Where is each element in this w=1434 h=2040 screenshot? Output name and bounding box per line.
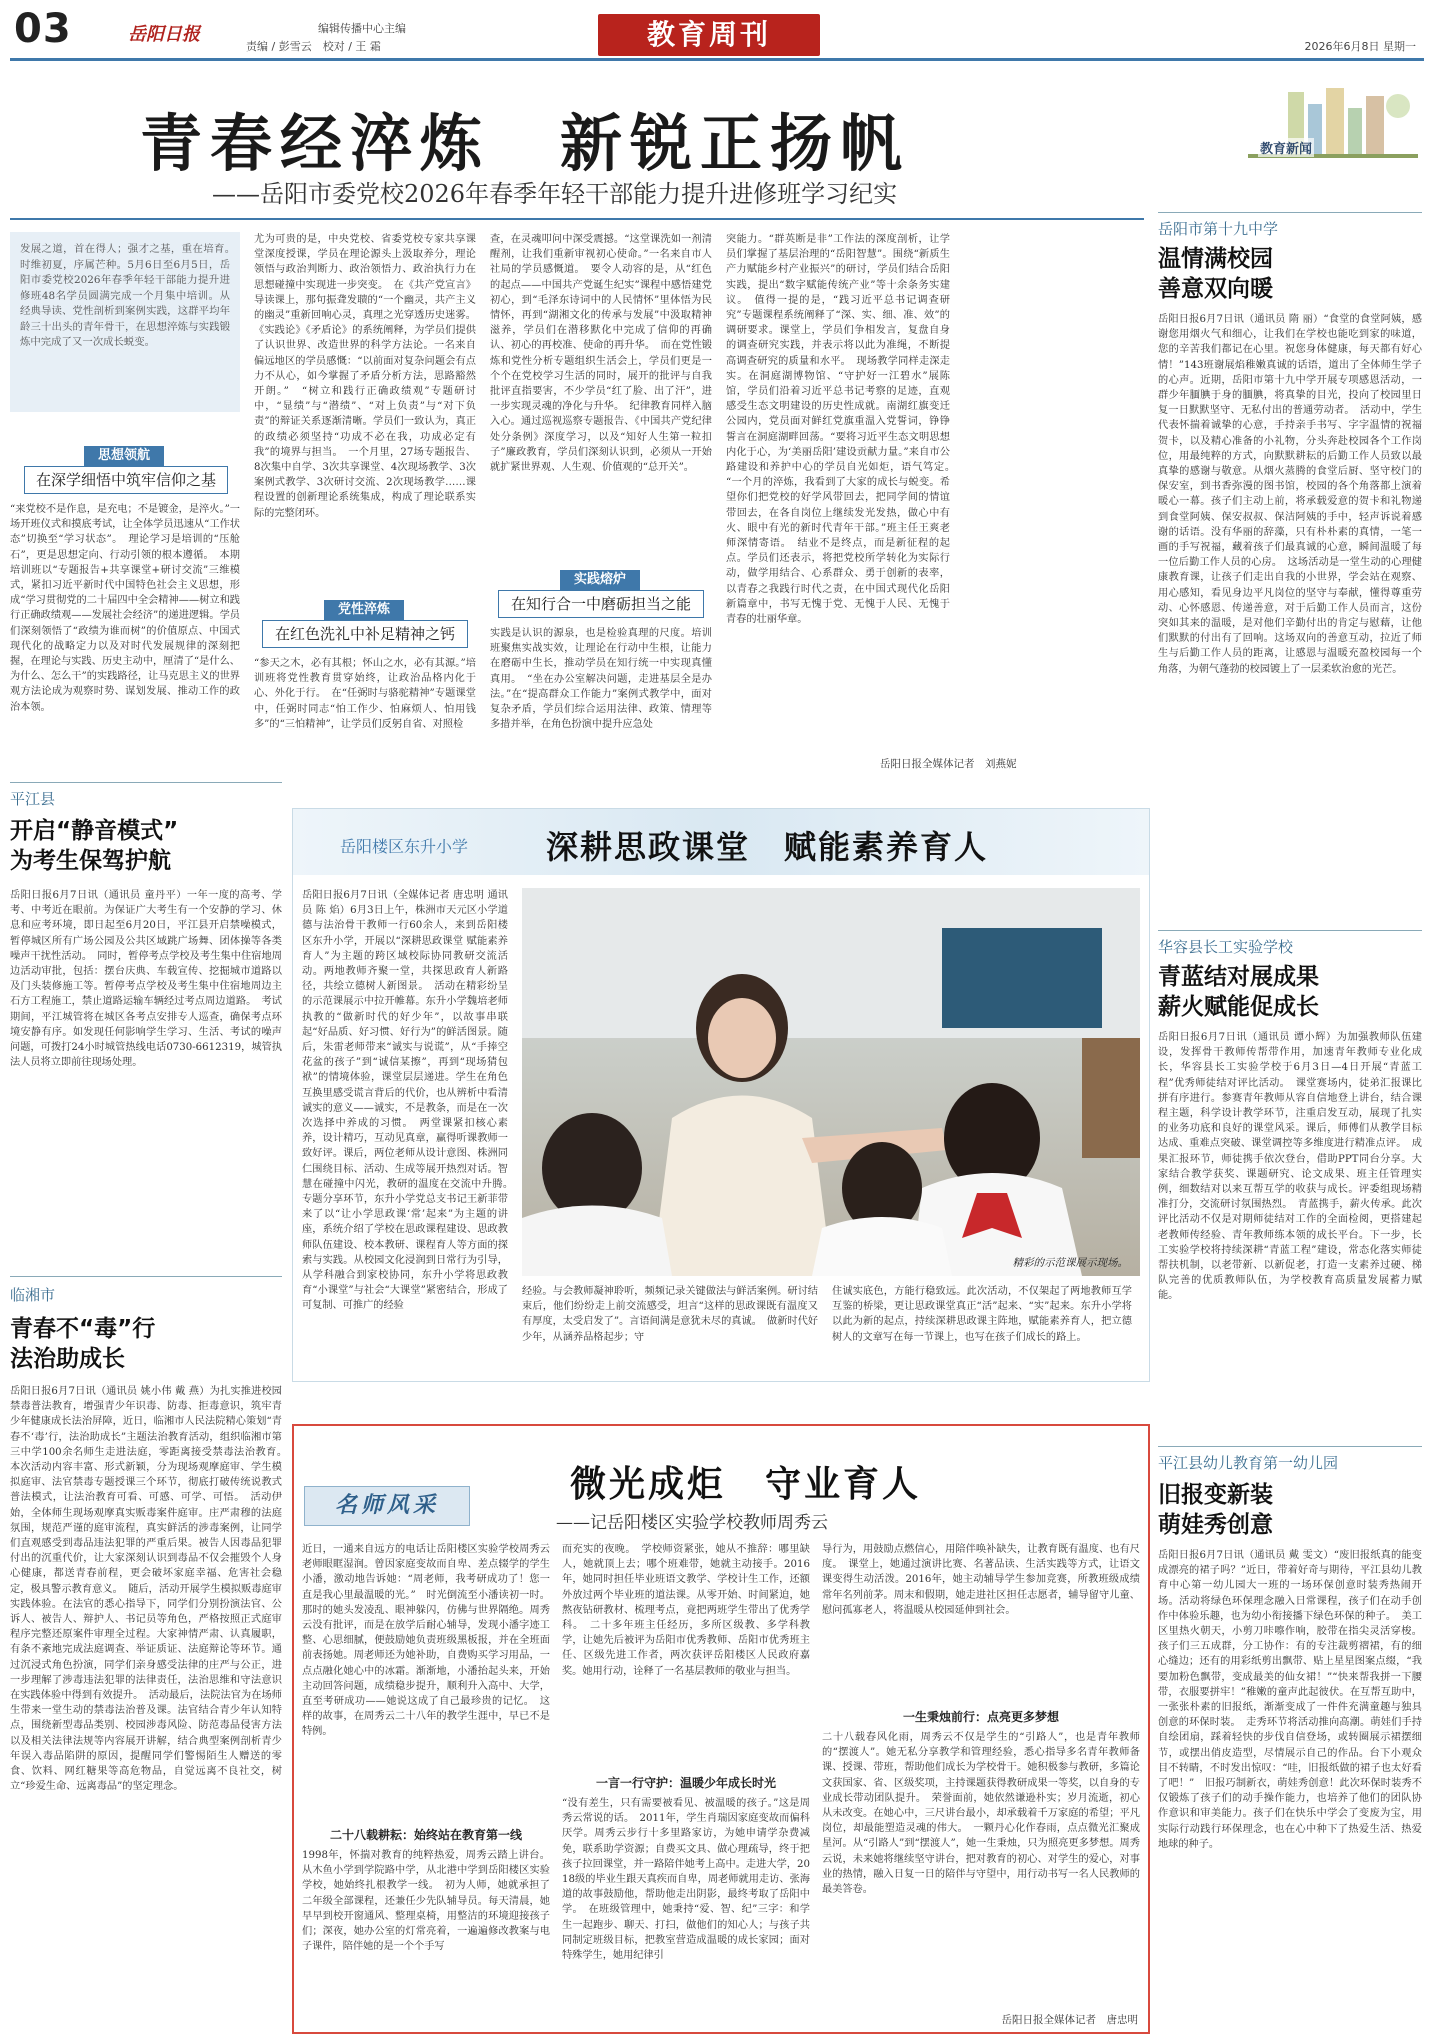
lead-col4: 突能力。“群英断是非”工作法的深度剖析，让学员们掌握了基层治理的“岳阳智慧”。围绕“新质生产力赋能乡村产业振兴”的研讨，学员们结合岳阳实践，提出“数字赋能传统产业”等十余条务实建议。 值得一提的是，“践习近平总书记调查研究”专题课程系统阐释了“深、实、细、准、效”的调研要求。课堂上，学员们争相发言，复盘自身的调查研究实践，并表示将以此为准绳，不断提高调查研究的质量和水平。 现场教学同样走深走实。在洞庭湖博物馆、“守护好一江碧水”展陈馆，学员们沿着习近平总书记考察的足迹，直观感受生态文明建设的历史性成就。南湖红旗变迁公园内，党员面对鲜红党旗重温入党誓词，铮铮誓言在洞庭湖畔回荡。“要将习近平生态文明思想内化于心，为‘美丽岳阳’建设贡献力量。”来自市公路建设和养护中心的学员自光如炬，语气笃定。 “一个月的淬炼，我看到了大家的成长与蜕变。希望你们把党校的好学风带回去，把同学间的情谊带回去，在各自岗位上继续发光发热，做心中有火、眼中有光的新时代青年干部。”班主任王爽老师深情寄语。 结业不是终点，而是新征程的起点。学员们还表示，将把党校所学转化为实际行动，做学用结合、心系群众、勇于创新的表率，以青春之我践行时代之责，在中国式现代化岳阳新篇章中，书写无愧于党、无愧于人民、无愧于青春的壮丽华章。 (726, 234, 961, 626)
feat-col1: 近日，一通来自远方的电话让岳阳楼区实验学校周秀云老师眼眶湿润。曾因家庭变故而自卑、差点辍学的学生小潘，激动地告诉她：“周老师，我考研成功了！您一直是我心里最温暖的光。” 时光倒流至小潘读初一时。那时的她头发凌乱、眼神躲闪，仿佛与世界隔绝。周秀云没有批评，而是在放学后耐心辅导，发现小潘字迹工整、心思细腻，便鼓励她负责班级黑板报，并在全班面前表扬她。周老师还为她补助，自费购买学习用品，一点点融化她心中的冰霜。渐渐地，小潘抬起头来，开始主动回答问题，成绩稳步提升，顺利升入高中、大学，直至考研成功——她说这成了自己最珍贵的记忆。 这样的故事，在周秀云二十八年的教学生涯中，早已不是特例。 (302, 1544, 550, 1738)
r3-rule (1158, 1446, 1422, 1447)
masthead-logo: 岳阳日报 (128, 24, 200, 45)
feature-subtitle: ——记岳阳楼区实验学校教师周秀云 (556, 1513, 828, 1533)
l1-rule (10, 782, 282, 783)
r3-dept: 平江县幼儿教育第一幼儿园 (1158, 1454, 1339, 1472)
column-label: 名师风采 (334, 1493, 439, 1518)
lead-col2b: “参天之木，必有其根；怀山之水，必有其源。”培训班将党性教育贯穿始终，让政治品格内化于心、外化于行。 在“任弼时与骆驼精神”专题课堂中，任弼时同志“怕工作少、怕麻烦人、怕用钱多”的“三怕精神”，让学员们反躬自省、对照检 (254, 658, 476, 730)
lead-intro-box (10, 232, 240, 412)
tag-practice: 实践熔炉 (560, 570, 640, 590)
feat-credit: 岳阳日报全媒体记者 唐忠明 (1001, 2014, 1138, 2026)
r1-rule (1158, 212, 1422, 213)
feature-title: 微光成炬 守业育人 (570, 1464, 922, 1505)
l1-title: 开启“静音模式” 为考生保驾护航 (10, 818, 179, 874)
mid-col2: 经验。与会教师凝神聆听，频频记录关键做法与鲜活案例。研讨结束后，他们纷纷走上前交流感受，坦言“这样的思政课既有温度又有厚度，太受启发了”。言语间满是意犹未尽的真诚。 做新时代好少年，从涵养品格起步；守 (522, 1286, 818, 1343)
sub-practice: 在知行合一中磨砺担当之能 (498, 590, 704, 618)
lead-subtitle: ——岳阳市委党校2026年春季年轻干部能力提升进修班学习纪实 (212, 180, 898, 208)
sub-party: 在红色洗礼中补足精神之钙 (262, 620, 468, 648)
header-rule (10, 58, 1424, 61)
tag-thought: 思想领航 (84, 446, 164, 466)
l2-dept: 临湘市 (10, 1286, 56, 1304)
feat-h2: 一言一行守护：温暖少年成长时光 (595, 1776, 776, 1790)
photo-caption: 精彩的示范课展示现场。 (1012, 1257, 1128, 1269)
page-number: 03 (14, 6, 72, 52)
column-badge (304, 1486, 470, 1526)
news-illustration (1248, 86, 1418, 172)
issue-date: 2026年6月8日 星期一 (1304, 40, 1416, 53)
news-label: 教育新闻 (1258, 138, 1314, 157)
r2-body: 岳阳日报6月7日讯（通讯员 谭小辉）为加强教师队伍建设，发挥骨干教师传帮带作用，加速青年教师专业化成长，华容县长工实验学校于6月3日—4日开展“青蓝工程”优秀师徒结对评比活动。 课堂赛场内，徒弟汇报课比拼有序进行。参赛青年教师从容自信地登上讲台，结合课程主题，科学设计教学环节，注重启发互动，展现了扎实的业务功底和良好的课堂风采。课后，师傅们从教学目标达成、重难点突破、课堂调控等多维度进行精准点评。 成果汇报环节，师徒携手依次登台，借助PPT同台分享。大家结合教学获奖、课题研究、论文成果、班主任管理实例，细数结对以来互帮互学的收获与成长。评委组现场精准打分，交流研讨氛围热烈。 青蓝携手，薪火传承。此次评比活动不仅是对期师徒结对工作的全面检阅，更搭建起老教师传经验、青年教师练本领的成长平台。下一步，长工实验学校将持续深耕“青蓝工程”建设，常态化落实师徒帮扶机制，以老带新、以新促老，打造一支素养过硬、梯队完善的优质教师队伍，为学校教育高质量发展蓄力赋能。 (1158, 1032, 1422, 1302)
mid-school: 岳阳楼区东升小学 (340, 837, 469, 856)
feat-col2: 而充实的夜晚。 学校师资紧张，她从不推辞：哪里缺人，她就顶上去；哪个班难带，她就主动接手。2016年，她同时担任毕业班语文教学、学校计生工作，还额外放过两个毕业班的道法课。从零开始、时间紧迫，她熬夜钻研教材、梳理考点，竟把两班学生带出了优秀学科。 二十多年班主任经历，多所区级教、多学科教学，让她先后被评为岳阳市优秀教师、岳阳市优秀班主任、区级先进工作者，两次获评岳阳楼区人民政府嘉奖。她用行动，诠释了一名基层教师的敬业与担当。 (562, 1544, 810, 1677)
lead-divider (10, 218, 1144, 220)
duty-line: 责编 / 彭雪云 校对 / 王 霜 (246, 40, 381, 53)
r2-dept: 华容县长工实验学校 (1158, 938, 1294, 956)
l1-body: 岳阳日报6月7日讯（通讯员 童丹平）一年一度的高考、学考、中考近在眼前。为保证广大考生有一个安静的学习、休息和应考环境，即日起至6月20日，平江县开启禁噪模式，暂停城区所有广场公园及公共区域跳广场舞、团体操等各类噪声干扰性活动。 同时，暂停考点学校及考生集中住宿地周边活动审批，包括：摆台庆典、车载宣传、挖掘城市道路以及门头装修施工等。暂停考点学校及考生集中住宿地周边主石方工程施工，禁止道路运输车辆经过考点周边道路。 考试期间，平江城管将在城区各考点安排专人巡查，确保考点环境安静有序。如发现任何影响学生学习、生活、考试的噪声问题，可拨打24小时城管热线电话0730-6612319，城管执法人员将立即前往现场处理。 (10, 890, 282, 1069)
feat-col1b: 1998年，怀揣对教育的纯粹热爱，周秀云踏上讲台。从木鱼小学到学院路中学，从北港中学到岳阳楼区实验学校，她始终扎根教学一线。 初为人师，她就承担了二年级全部课程，还兼任少先队辅导员。每天清晨，她早早到校开窗通风、整理桌椅，用整洁的环境迎接孩子们；深夜，她办公室的灯常亮着，一遍遍修改教案与电子课件，陪伴她的是一个个手写 (302, 1850, 550, 1953)
r3-body: 岳阳日报6月7日讯（通讯员 戴 雯文）“废旧报纸真的能变成漂亮的裙子吗？”近日，带着好奇与期待，平江县幼儿教育中心第一幼儿园大一班的一场环保创意时装秀热闹开场。活动将绿色环保理念融入日常课程，孩子们在动手创作中体验乐趣，也为幼小衔接播下绿色环保的种子。 美工区里热火朝天，小剪刀咔嚓作响，胶带在指尖灵活穿梭。孩子们三五成群，分工协作：有的专注裁剪褶裙，有的细心缝边；还有的用彩纸剪出飘带、贴上星星图案点缀，“我要加粉色飘带，变成最美的仙女裙！”“快来帮我拼一下腰带，衣服要拼牢！”稚嫩的童声此起彼伏。在互帮互助中，一张张朴素的旧报纸，渐渐变成了一件件充满童趣与独具创意的环保时装。 走秀环节将活动推向高潮。萌娃们手持自绘团扇，踩着轻快的步伐自信登场，或转圈展示裙摆细节，或摆出俏皮造型，尽情展示自己的作品。台下小观众目不转睛，不时发出惊叹：“哇，旧报纸做的裙子也太好看了吧！” 旧报巧制新衣，萌娃秀创意！此次环保时装秀不仅锻炼了孩子们的动手操作能力，也培养了他们的团队协作意识和审美能力。孩子们在快乐中学会了变废为宝，用实际行动践行环保理念，也在心中种下了热爱生活、热爱地球的种子。 (1158, 1550, 1422, 1850)
lead-intro: 发展之道，首在得人；强才之基，重在培育。 时维初夏，序属芒种。5月6日至6月5日，岳阳市委党校2026年春季年轻干部能力提升进修班48名学员圆满完成一个月集中培训。从经典导读、党性剖析到案例实践，这群平均年龄三十出头的青年骨干，在思想淬炼与实践锻炼中完成了又一次成长蜕变。 (20, 243, 241, 348)
r1-body: 岳阳日报6月7日讯（通讯员 隋 丽）“食堂的食堂阿姨，感谢您用烟火气和细心，让我们在学校也能吃到家的味道，您的辛苦我们都记在心里。祝您身体健康，每天都有好心情！”143班谢展焰稚嫩真诚的话语，道出了全体师生学子的心声。近期，岳阳市第十九中学开展专项感恩活动，一群少年腼腆于身的腼腆，将真挚的目光，投向了校园里日复一日默默坚守、无私付出的普通劳动者。 活动中，学生代表怀揣着诚挚的心意，手持亲手书写、字字温情的祝福贺卡，以及精心准备的小礼物，分头奔赴校园各个工作岗位，用最纯粹的方式，向默默耕耘的后勤工作人员致以最真挚的感谢与敬意。从烟火蒸腾的食堂后厨、坚守校门的保安室，到书香弥漫的图书馆，校园的各个角落都上演着暖心一幕。孩子们主动上前，将承载爱意的贺卡和礼物递到食堂阿姨、保安叔叔、保洁阿姨的手中，轻声诉说着感谢的话语。没有华丽的辞藻，只有朴朴素的真情，一笔一画的手写祝福，藏着孩子们最真诚的心意，瞬间温暖了每一位后勤工作人员的心房。 这场活动是一堂生动的心理健康教育课，让孩子们走出自我的小世界，学会站在观察、用心感知，看见身边平凡岗位的坚守与奉献，懂得尊重劳动、心怀感恩、传递善意，对于后勤工作人员而言，这份突如其来的温暖，是对他们辛勤付出的肯定与慰藉，让他们默默的付出有了回响。这场双向的善意互动，拉近了师生与后勤工作人员的距离，让感恩与温暖充盈校园每一个角落，为朝气蓬勃的校园镀上了一层柔软治愈的光芒。 (1158, 314, 1422, 675)
sub-thought: 在深学细悟中筑牢信仰之基 (24, 466, 228, 494)
page-header (0, 0, 1434, 62)
tag-party: 党性淬炼 (324, 600, 404, 620)
lead-col1: “来党校不是作息，是充电；不是镀金，是淬火。”一场开班仪式和摸底考试，让全体学员迅速从“工作状态”切换至“学习状态”。 理论学习是培训的“压舱石”，更是思想定向、行动引领的根本遵循。 本期培训班以“专题报告+共享课堂+研讨交流”三维模式，紧扣习近平新时代中国特色社会主义思想，形成“学习贯彻党的二十届四中全会精神——树立和践行正确政绩观——发展社会经济”的递进逻辑。学员们深刻领悟了“政绩为谁而树”的价值原点、中国式现代化的战略定力以及对时代发展规律的深刻把握，在理论与实践、历史主动中，厘清了“是什么、为什么、怎么干”的实践路径，让马克思主义的世界观方法论成为观察时势、谋划发展、推动工作的政治本领。 (10, 504, 240, 713)
r1-dept: 岳阳市第十九中学 (1158, 220, 1279, 238)
lead-col3: 查，在灵魂叩问中深受震撼。“这堂课洗如一剂清醒剂，让我们重新审视初心使命。”一名来自市人社局的学员感慨道。 要令人动容的是，从“红色的起点——中国共产党诞生纪实”课程中感悟建党初心，到“毛泽东诗词中的人民情怀”里体悟为民情怀，再到“湖湘文化的传承与发展”中汲取精神滋养，学员们在潜移默化中完成了信仰的再确认、初心的再校准、使命的再升华。 而在党性锻炼和党性分析专题组织生活会上，学员们更是一个个在党校学习生活的同时，展开的批评与自我批评直指要害，不少学员“红了脸、出了汗”，进一步实现灵魂的净化与升华。 纪律教育同样入脑入心。通过巡视巡察专题报告、《中国共产党纪律处分条例》深度学习，以及“知好人生第一粒扣子”廉政教育，学员们深刻认识到，必须从一开始就扩紧世界观、人生观、价值观的“总开关”。 (490, 234, 712, 474)
feat-col2b: “没有差生，只有需要被看见、被温暖的孩子。”这是周秀云常说的话。 2011年，学生肖瑞因家庭变故而偏科厌学。周秀云步行十多里路家访，为她申请学杂费减免，联系助学资源；自费买文具、做心理疏导，终于把孩子拉回课堂，并一路陪伴她考上高中。走进大学，2018级的毕业生跟天真疾而自卑，周老师就用走访、张海道的故事鼓励他，帮助他走出阴影，最终考取了岳阳中学。 在班级管理中，她秉持“爱、智、纪”三字：和学生一起跑步、聊天、打扫，做他们的知心人；与孩子共同制定班级目标，把教室营造成温暖的成长家园；面对特殊学生，她用纪律引 (562, 1798, 810, 1962)
classroom-photo (522, 888, 1140, 1276)
r2-rule (1158, 930, 1422, 931)
feat-h3: 一生秉烛前行：点亮更多梦想 (902, 1710, 1059, 1724)
l2-body: 岳阳日报6月7日讯（通讯员 姚小伟 戴 燕）为扎实推进校园禁毒普法教育，增强青少年识毒、防毒、拒毒意识，筑牢青少年健康成长法治屏障，近日，临湘市人民法院精心策划“青春不‘毒’行，法治助成长”主题法治教育活动，组织临湘市第三中学100余名师生走进法庭，零距离接受禁毒法治教育。 本次活动内容丰富、形式新颖，分为现场观摩庭审、学生模拟庭审、法官禁毒专题授课三个环节，彻底打破传统说教式普法模式，让法治教育可看、可感、可学、可悟。 活动伊始，全体师生现场观摩真实贩毒案件庭审。庄严肃穆的法庭氛围，规范严谨的庭审流程，真实鲜活的涉毒案例，让同学们直观感受到毒品违法犯罪的严重后果。被告人因毒品犯罪付出的沉重代价，让大家深刻认识到毒品不仅会摧毁个人身心健康，都送青春前程，更会破坏家庭幸福、危害社会稳定，极具警示教育意义。 随后，活动开展学生模拟贩毒庭审实践体验。在法官的悉心指导下，同学们分别扮演法官、公诉人、被告人、辩护人、书记员等角色，严格按照正式庭审程序完整还原案件审理全过程。大家神情严肃、认真履职，有条不紊地完成法庭调查、举证质证、法庭辩论等环节。通过沉浸式角色扮演，同学们亲身感受法律的庄严与公正，进一步理解了涉毒违法犯罪的法律责任，法治思维和守法意识在实践体验中得到有效提升。 活动最后，法院法官为在场师生带来一堂生动的禁毒法治普及课。法官结合青少年认知特点，围绕新型毒品类别、校园涉毒风险、防范毒品侵害方法以及相关法律法规等内容展开讲解，结合典型案例剖析青少年误入毒品陷阱的原因，提醒同学们警惕陌生人赠送的零食、饮料、网红糖果等高危物品，自觉远离不良社交，树立“珍爱生命、远离毒品”的坚定理念。 (10, 1386, 293, 1793)
mid-title: 深耕思政课堂 赋能素养育人 (546, 828, 989, 866)
lead-col3b: 实践是认识的源泉，也是检验真理的尺度。培训班聚焦实战实效，让理论在行动中生根，让能力在磨砺中生长，推动学员在知行统一中实现真懂真用。 “坐在办公室解决问题，走进基层全是办法。”在“提高群众工作能力”案例式教学中，面对复杂矛盾，学员们综合运用法律、政策、情理等多措并举，在角色扮演中提升应急处 (490, 628, 712, 731)
section-banner: 教育周刊 (598, 14, 820, 56)
l1-dept: 平江县 (10, 790, 56, 808)
feat-col3: 导行为，用鼓励点燃信心，用陪伴唤补缺失，让教育既有温度、也有尺度。 课堂上，她通过演讲比赛、名著品读、生活实践等方式，让语文课变得生动活泼。2016年，她主动辅导学生参加竞赛，所教班级成绩常年名列前茅。周末和假期，她走进社区担任志愿者，辅导留守儿童、慰问孤寡老人，将温暖从校园延伸到社会。 (822, 1544, 1140, 1616)
feat-h1: 二十八载耕耘：始终站在教育第一线 (329, 1828, 522, 1842)
r3-title: 旧报变新装 萌娃秀创意 (1158, 1482, 1273, 1538)
r1-title: 温情满校园 善意双向暖 (1158, 246, 1273, 302)
lead-col2: 尤为可贵的是，中央党校、省委党校专家共享课堂深度授课，学员在理论源头上汲取养分，理论领悟与政治判断力、政治领悟力、政治执行力在思想碰撞中实现进一步突变。 在《共产党宣言》导读课上，那句振聋发聩的“一个幽灵，共产主义的幽灵”重新回响心灵，真理之光穿透历史迷雾。《实践论》《矛盾论》的系统阐释，为学员们提供了认识世界、改造世界的科学方法论。一名来自偏远地区的学员感慨：“以前面对复杂问题会有点力不从心，如今掌握了矛盾分析方法，思路豁然开朗。” “树立和践行正确政绩观”专题研讨中，“显绩”与“潜绩”、“对上负责”与“对下负责”的辩证关系逐渐清晰。学员们一致认为，真正的政绩必须坚持“功成不必在我，功成必定有我”的境界与担当。 一个月里，27场专题报告、8次集中自学、3次共享课堂、4次现场教学、3次案例式教学、3次研讨交流、2次现场教学……课程设置的创新理论系统集成，构成了理论联系实际的完整闭环。 (254, 234, 476, 519)
lead-headline: 青春经淬炼 新锐正扬帆 (140, 107, 911, 180)
mid-col1: 岳阳日报6月7日讯（全媒体记者 唐忠明 通讯员 陈 焰）6月3日上午，株洲市天元区小学道德与法治骨干教师一行60余人，来到岳阳楼区东升小学，开展以“深耕思政课堂 赋能素养育人”为主题的跨区域校际协同教研交流活动。两地教师齐聚一堂，共探思政育人新路径，共绘立德树人新图景。 活动在精彩纷呈的示范课展示中拉开帷幕。东升小学魏培老师执教的“做新时代的好少年”，以故事串联起“好品质、好习惯、好行为”的鲜活图景。随后，朱雷老师带来“诚实与说谎”，从“手捧空花盆的孩子”到“诚信某擦”，再到“现场猜包袱”的情境体验，课堂层层递进。学生在角色互换里感受谎言背后的代价，也从辨析中看清诚实的意义——诚实，不是教条，而是在一次次选择中养成的习惯。 两堂课紧扣核心素养，设计精巧，互动见真章，赢得听课教师一致好评。课后，两位老师从设计意图、株洲同仁围绕目标、活动、生成等展开热烈对话。智慧在碰撞中闪光，教研的温度在交流中升腾。 专题分享环节，东升小学党总支书记王新菲带来了以“让小学思政课‘常’起来”为主题的讲座，系统介绍了学校在思政课程建设、思政教师队伍建设、校本教研、课程育人等方面的探索与实践。从校园文化浸润到日常行为引导，从学科融合到家校协同，东升小学将思政教育“小课堂”与社会“大课堂”紧密结合，形成了可复制、可推广的经验 (302, 890, 519, 1312)
l2-rule (10, 1276, 282, 1277)
editor-line: 编辑传播中心主编 (318, 22, 406, 35)
r2-title: 青蓝结对展成果 薪火赋能促成长 (1158, 964, 1319, 1020)
mid-col3: 住诚实底色，方能行稳致远。此次活动，不仅架起了两地教师互学互鉴的桥梁，更让思政课堂真正“活”起来、“实”起来。东升小学将以此为新的起点，持续深耕思政课主阵地，赋能素养育人，把立德树人的文章写在每一节课上，也写在孩子们成长的路上。 (832, 1286, 1132, 1343)
lead-credit: 岳阳日报全媒体记者 刘燕妮 (880, 758, 1017, 770)
feat-col3b: 二十八载春风化雨，周秀云不仅是学生的“引路人”，也是青年教师的“摆渡人”。她无私分享教学和管理经验，悉心指导多名青年教师备课、授课、带班，帮助他们成长为学校骨干。她积极参与教研，多篇论文获国家、省、区级奖项，主持课题获得教研成果一等奖，以自身的专业成长带动团队提升。 荣誉面前，她依然谦逊朴实；岁月流逝，初心从未改变。在她心中，三尺讲台最小，却承载着千万家庭的希望；平凡岗位，却最能塑造灵魂的伟大。 一颗丹心化作春雨，点点微光汇聚成星河。从“引路人”到“摆渡人”，她一生秉烛，只为照亮更多梦想。周秀云说，未来她将继续坚守讲台，把对教育的初心、对学生的爱心，对事业的热情，融入日复一日的陪伴与守望中，用行动书写一名人民教师的最美答卷。 (822, 1732, 1140, 1896)
l2-title: 青春不“毒”行 法治助成长 (10, 1316, 156, 1372)
